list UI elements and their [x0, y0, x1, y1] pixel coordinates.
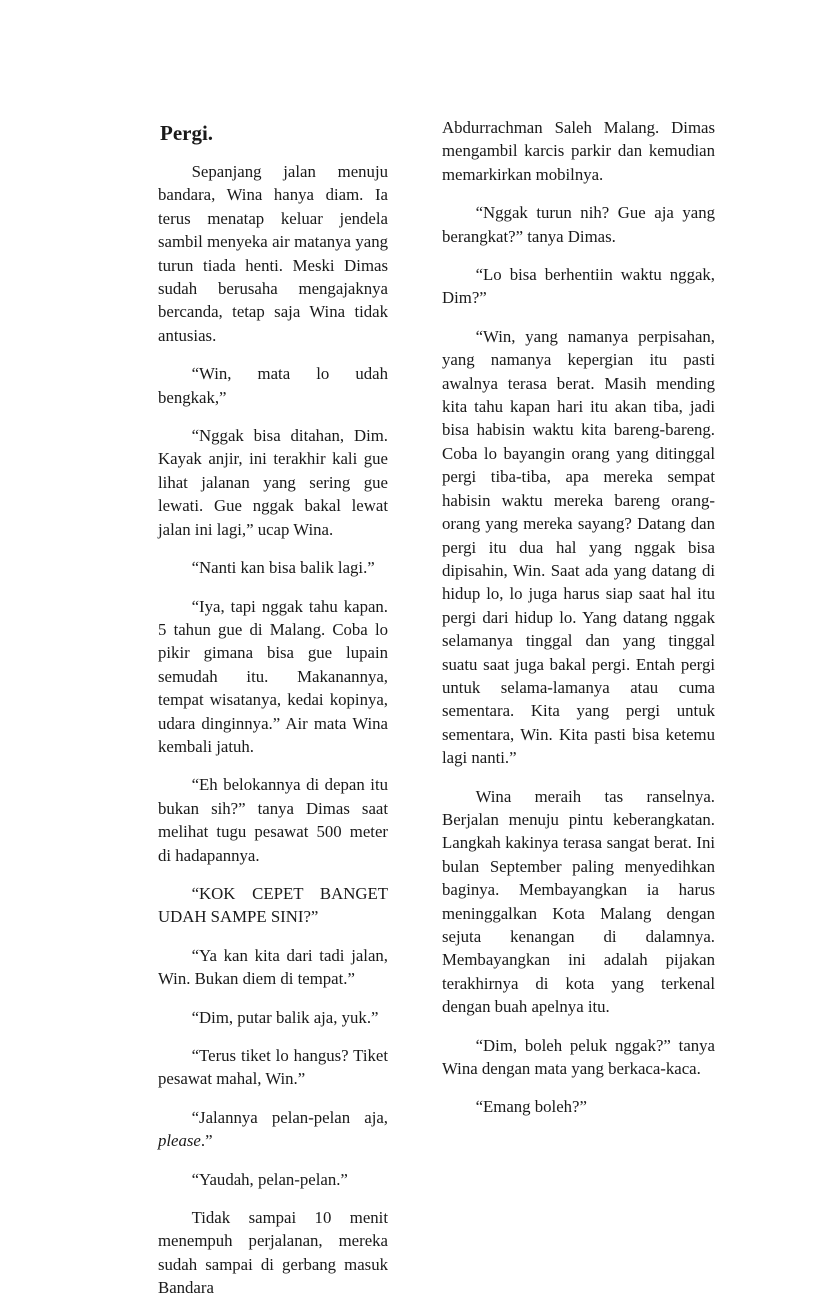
- paragraph: “Yaudah, pelan-pelan.”: [191, 1169, 348, 1189]
- paragraph: “Terus tiket lo hangus? Tiket pesawat mahal, Win.”: [158, 1046, 388, 1089]
- paragraph: “Ya kan kita dari tadi jalan, Win. Bukan diem di tempat.”: [158, 945, 388, 989]
- paragraph: “Emang boleh?”: [475, 1097, 587, 1117]
- paragraph-continuation: Abdurrachman Saleh Malang. Dimas mengambil karcis parkir dan kemudian memarkirkan mobilnya.: [442, 118, 715, 184]
- paragraph: Wina meraih tas ranselnya. Berjalan menuju pintu keberangkatan. Langkah kakinya terasa sangat berat. Ini bulan September paling menyedihkan baginya. Membayangkan ia harus meninggalkan Kota Malang dengan sejuta kenangan di dalamnya. Membayangkan ini adalah pijakan terakhirnya di kota yang terkenal dengan buah apelnya itu.: [442, 786, 715, 1017]
- paragraph: “Nggak turun nih? Gue aja yang berangkat?” tanya Dimas.: [442, 203, 715, 246]
- paragraph: “KOK CEPET BANGET UDAH SAMPE SINI?”: [158, 883, 388, 927]
- paragraph: “Iya, tapi nggak tahu kapan. 5 tahun gue di Malang. Coba lo pikir gimana bisa gue lupain semudah itu. Makanannya, tempat wisatanya, kedai kopinya, udara dinginnya.” Air mata Wina kembali jatuh.: [158, 596, 388, 756]
- right-column: [442, 116, 715, 1119]
- paragraph: “Nggak bisa ditahan, Dim. Kayak anjir, ini terakhir kali gue lihat jalanan yang sering gue lewati. Gue nggak bakal lewat jalan ini lagi,” ucap Wina.: [158, 426, 388, 539]
- paragraph: Tidak sampai 10 menit menempuh perjalanan, mereka sudah sampai di gerbang masuk Bandara: [158, 1208, 388, 1298]
- paragraph: Sepanjang jalan menuju bandara, Wina hanya diam. Ia terus menatap keluar jendela sambil menyeka air matanya yang turun tiada henti. Meski Dimas sudah berusaha mengajaknya bercanda, tetap saja Wina tidak antusias.: [158, 162, 388, 345]
- paragraph: “Lo bisa berhentiin waktu nggak, Dim?”: [442, 265, 715, 308]
- paragraph: “Win, mata lo udah bengkak,”: [158, 364, 388, 407]
- chapter-title: Pergi.: [160, 121, 214, 145]
- text-run: .”: [200, 1131, 213, 1151]
- paragraph-italic: [158, 1106, 388, 1153]
- paragraph: “Win, yang namanya perpisahan, yang namanya kepergian itu pasti awalnya terasa berat. Masih mending kita tahu kapan hari itu akan tiba, jadi bisa habisin waktu kita bareng-bareng. Coba lo bayangin orang yang ditinggal pergi tiba-tiba, apa mereka sempat habisin waktu mereka bareng orang-orang yang mereka sayang? Datang dan pergi itu dua hal yang nggak bisa dipisahin, Win. Saat ada yang datang di hidup lo, lo juga harus siap saat hal itu pergi dari hidup lo. Yang datang nggak selamanya tinggal dan yang tinggal suatu saat juga bakal pergi. Entah pergi untuk selama-lamanya atau cuma sementara. Kita yang pergi untuk sementara, Win. Kita pasti bisa ketemu lagi nanti.”: [442, 326, 715, 768]
- paragraph: “Nanti kan bisa balik lagi.”: [191, 558, 375, 578]
- text-run: “Jalannya pelan-pelan aja,: [191, 1107, 388, 1127]
- left-column: [158, 116, 388, 1300]
- paragraph: “Dim, boleh peluk nggak?” tanya Wina dengan mata yang berkaca-kaca.: [442, 1035, 715, 1079]
- italic-word: please: [158, 1131, 201, 1151]
- paragraph: “Dim, putar balik aja, yuk.”: [191, 1007, 379, 1027]
- paragraph: “Eh belokannya di depan itu bukan sih?” tanya Dimas saat melihat tugu pesawat 500 meter di hadapannya.: [158, 775, 388, 865]
